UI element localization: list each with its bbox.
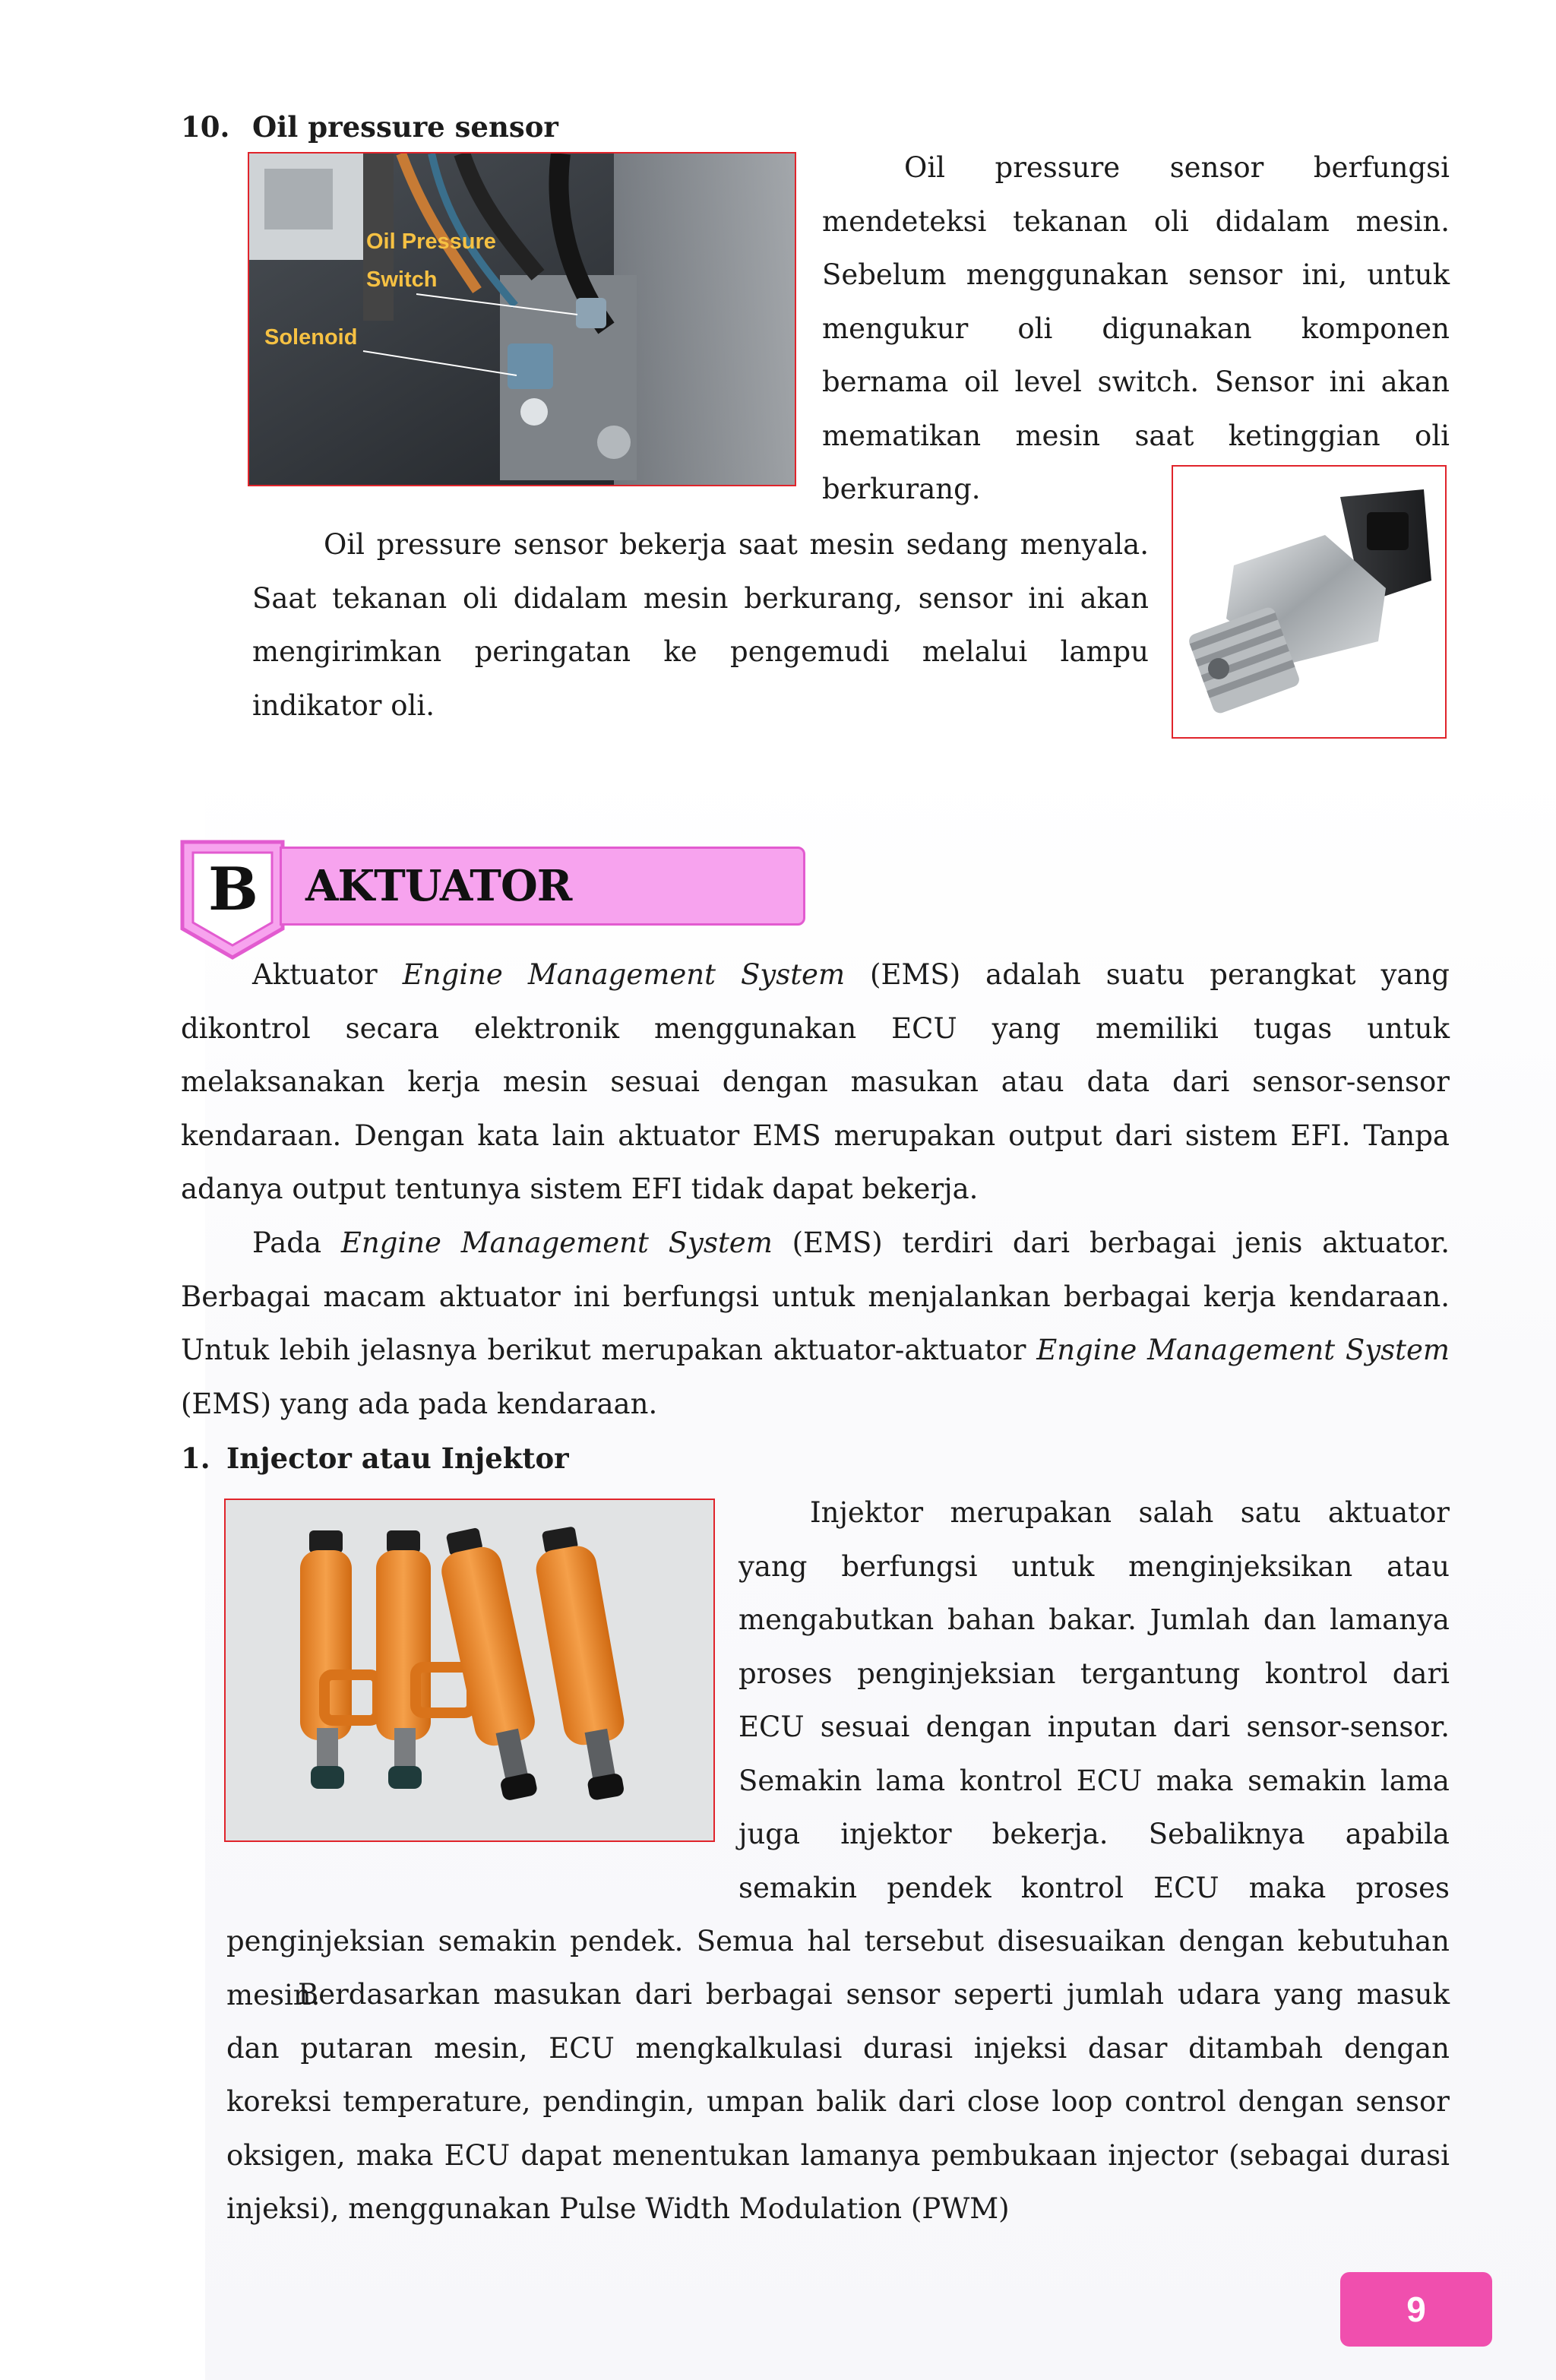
aktuator-p1-italic: Engine Management System [402, 958, 846, 991]
label-switch: Switch [366, 267, 438, 292]
aktuator-p1-text-a: Aktuator [252, 958, 403, 991]
injector-paragraph-2: Berdasarkan masukan dari berbagai sensor seperti jumlah udara yang masuk dan putaran mesin, ECU mengkalkulasi durasi injeksi dasar ditambah dengan koreksi temperature, pendingin, umpan balik dari close loop control dengan sensor oksigen, maka ECU dapat menentukan lamanya pembukaan injector (sebagai durasi injeksi), menggunakan Pulse Width Modulation (PWM) [226, 1978, 1450, 2225]
engine-oil-pressure-photo [248, 152, 796, 486]
oil-sensor-paragraph-1: Oil pressure sensor berfungsi mendeteksi tekanan oli didalam mesin. Sebelum menggunakan sensor ini, untuk mengukur oli digunakan komponen bernama oil level switch. Sensor ini akan mematikan mesin saat ketinggian oli berkurang. [822, 151, 1450, 505]
aktuator-paragraph-1 [181, 948, 1450, 1217]
oil-pressure-sensor-photo [1172, 465, 1447, 739]
page-number: 9 [1406, 2290, 1426, 2329]
section-b-title: AKTUATOR [305, 861, 572, 911]
heading-title: Oil pressure sensor [252, 110, 558, 144]
aktuator-paragraph-2 [181, 1217, 1450, 1431]
sensor-illustration [1173, 467, 1447, 739]
heading-title: Injector atau Injektor [226, 1442, 569, 1475]
aktuator-p1-text-b: (EMS) adalah suatu perangkat yang dikontrol secara elektronik menggunakan ECU yang memiliki tugas untuk melaksanakan kerja mesin sesuai dengan masukan atau data dari sensor-sensor kendaraan. Dengan kata lain aktuator EMS merupakan output dari sistem EFI. Tanpa adanya output tentunya sistem EFI tidak dapat bekerja. [181, 958, 1450, 1205]
injector-photo-float-space [226, 1486, 738, 1862]
section-b-letter: B [208, 855, 258, 924]
injector-paragraph-1-text: Injektor merupakan salah satu aktuator yang berfungsi untuk menginjeksikan atau mengabutkan bahan bakar. Jumlah dan lamanya proses penginjeksian tergantung kontrol dari ECU sesuai dengan inputan dari sensor-sensor. Semakin lama kontrol ECU maka semakin lama juga injektor bekerja. Sebaliknya apabila semakin pendek kontrol ECU maka proses penginjeksian semakin pendek. Semua hal tersebut disesuaikan dengan kebutuhan mesin. [226, 1496, 1450, 2011]
aktuator-p2-italic-2: Engine Management System [1036, 1334, 1450, 1366]
oil-sensor-paragraph-2: Oil pressure sensor bekerja saat mesin sedang menyala. Saat tekanan oli didalam mesin berkurang, sensor ini akan mengirimkan peringatan ke pengemudi melalui lampu indikator oli. [252, 528, 1149, 722]
injector-paragraph-1 [226, 1486, 1450, 2022]
engine-photo-illustration [249, 153, 796, 486]
heading-number: 1. [181, 1442, 210, 1475]
label-oil-pressure: Oil Pressure [366, 229, 496, 254]
page-number-badge [1340, 2272, 1492, 2347]
label-solenoid: Solenoid [264, 325, 358, 350]
aktuator-p2-text-a: Pada [252, 1226, 341, 1259]
aktuator-p2-italic-1: Engine Management System [340, 1226, 773, 1259]
aktuator-p2-text-b: (EMS) terdiri dari berbagai jenis aktuator. Berbagai macam aktuator ini berfungsi untuk menjalankan berbagai kerja kendaraan. Untuk lebih jelasnya berikut merupakan aktuator-aktuator [181, 1226, 1450, 1366]
heading-number: 10. [181, 110, 230, 144]
section-heading-injector [181, 1432, 569, 1485]
aktuator-p2-text-c: (EMS) yang ada pada kendaraan. [181, 1387, 658, 1420]
section-heading-oil-pressure [181, 100, 558, 153]
